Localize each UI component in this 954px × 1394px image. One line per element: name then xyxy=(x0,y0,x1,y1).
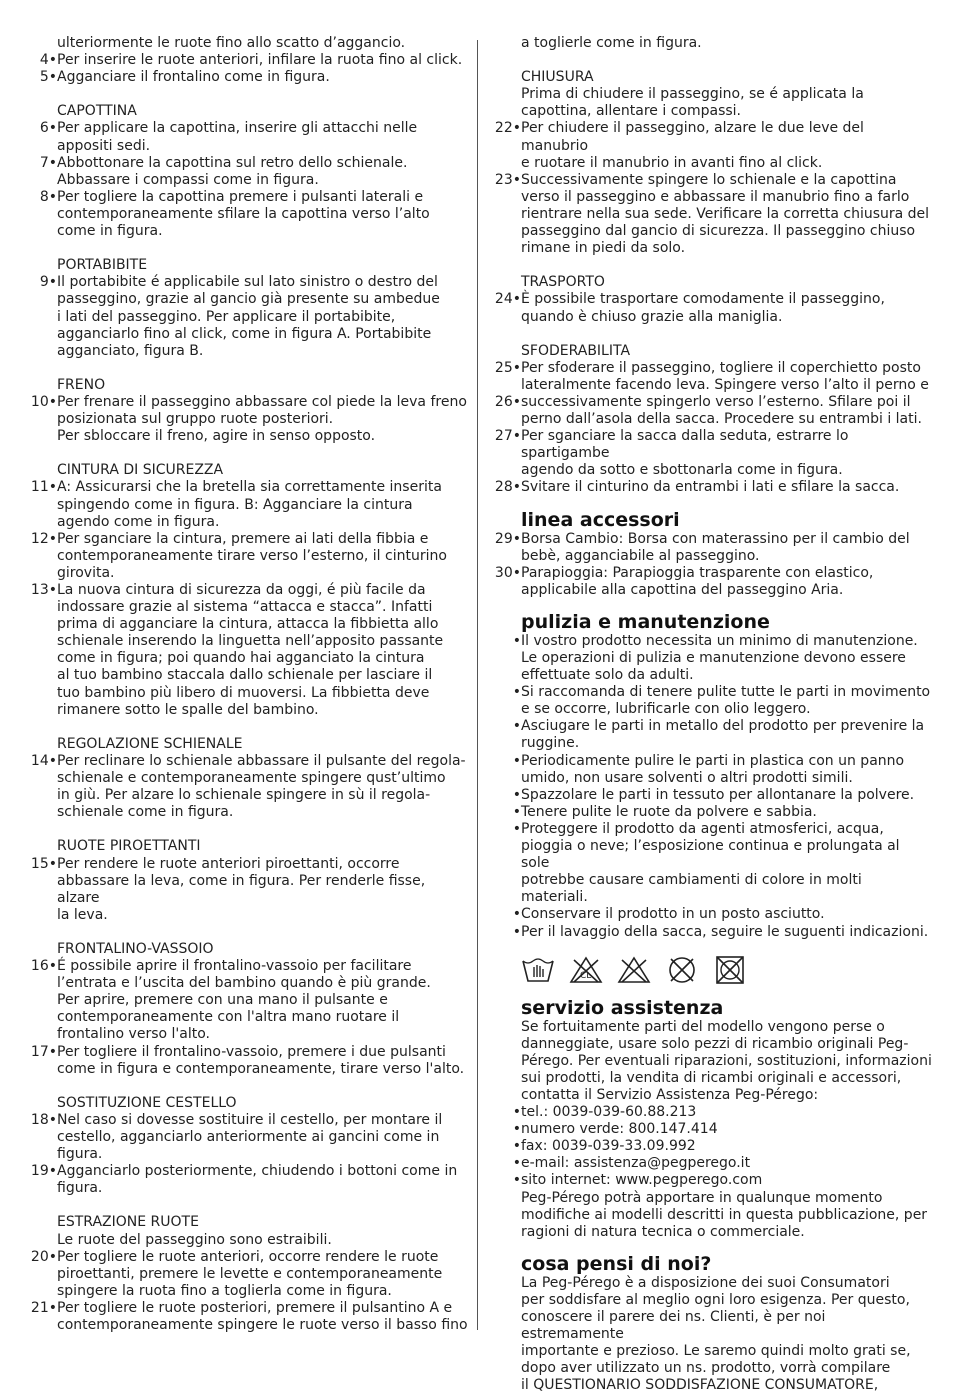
text-line xyxy=(28,1214,468,1248)
no-dry-clean-icon xyxy=(665,955,699,985)
list-item xyxy=(492,172,932,257)
item-number: 4• xyxy=(39,52,57,69)
text-line xyxy=(492,35,932,52)
item-number xyxy=(28,736,57,753)
accessori-list xyxy=(492,531,932,599)
assistenza-heading: servizio assistenza xyxy=(521,996,724,1019)
item-number: 12• xyxy=(30,530,57,547)
list-item xyxy=(492,120,932,171)
paragraph-gap xyxy=(492,257,932,274)
item-number: 19• xyxy=(30,1163,57,1180)
list-item xyxy=(28,479,468,530)
item-number: 24• xyxy=(494,291,521,308)
list-item xyxy=(492,291,932,325)
list-item xyxy=(28,958,468,1043)
item-text: Si raccomanda di tenere pulite tutte le parti in movimento e se occorre, lubrificarle con olio leggero. xyxy=(521,684,931,718)
item-number: 13• xyxy=(30,582,57,598)
item-text: Agganciare il frontalino come in figura. xyxy=(57,69,330,86)
item-text: fax: 0039-039-33.09.992 xyxy=(521,1138,696,1155)
item-text: Proteggere il prodotto da agenti atmosferici, acqua, pioggia o neve; l’esposizione continua e prolungata al sole potrebbe causare cambiamenti di colore in molti materiali. xyxy=(521,820,900,906)
pulizia-heading: pulizia e manutenzione xyxy=(521,610,770,633)
item-number: • xyxy=(512,684,521,701)
no-ironing-icon xyxy=(617,955,651,985)
item-number: • xyxy=(512,923,521,940)
list-item xyxy=(492,787,932,804)
text-line xyxy=(28,462,468,479)
item-text: REGOLAZIONE SCHIENALE xyxy=(57,735,243,752)
list-item xyxy=(492,633,932,684)
no-tumble-dry-icon xyxy=(713,955,747,985)
item-number: 27• xyxy=(494,428,521,445)
right-column xyxy=(492,35,932,1394)
list-item xyxy=(492,821,932,906)
paragraph-gap xyxy=(28,924,468,941)
item-number: 28• xyxy=(494,479,521,496)
item-number xyxy=(492,69,521,120)
list-item xyxy=(492,924,932,941)
item-text: CINTURA DI SICUREZZA xyxy=(57,462,224,479)
list-item xyxy=(492,360,932,394)
assistenza-intro-text: Se fortuitamente parti del modello vengono perse o danneggiate, usare solo pezzi di ricambio originali Peg- Pérego. Per eventuali riparazioni, sostituzioni, informazioni sui prodotti, la vendita di ricambi originali e accessori, contatta il Servizio Assistenza Peg-Pérego: xyxy=(521,1018,932,1103)
item-number: 11• xyxy=(30,479,57,496)
list-item xyxy=(492,1121,932,1138)
cosa-pensi-paragraph xyxy=(492,1275,932,1394)
item-text: Borsa Cambio: Borsa con materassino per il cambio del bebè, agganciabile al passeggino. xyxy=(521,530,910,564)
item-text: Per inserire le ruote anteriori, infilare la ruota fino al click. xyxy=(57,52,463,69)
item-number: 23• xyxy=(494,171,521,188)
cosa-pensi-heading: cosa pensi di noi? xyxy=(521,1252,712,1275)
text-line xyxy=(28,1095,468,1112)
item-text: successivamente spingerlo verso l’esterno. Sfilare poi il perno dall’asola della sacca. Procedere su entrambi i lati. xyxy=(521,393,922,428)
item-number: • xyxy=(512,1121,521,1138)
item-text: Parapioggia: Parapioggia trasparente con elastico, applicabile alla capottina del passeggino Aria. xyxy=(521,564,874,598)
list-item xyxy=(28,394,468,445)
item-text: Per applicare la capottina, inserire gli attacchi nelle appositi sedi. xyxy=(57,120,418,154)
item-number: • xyxy=(512,718,521,735)
item-text: Abbottonare la capottina sul retro dello schienale. Abbassare i compassi come in figura. xyxy=(57,154,408,188)
item-text: È possibile trasportare comodamente il passeggino, quando è chiuso grazie alla maniglia. xyxy=(521,291,885,325)
item-text: Conservare il prodotto in un posto asciutto. xyxy=(521,906,825,923)
item-text: CAPOTTINA xyxy=(57,103,137,120)
item-text: Il vostro prodotto necessita un minimo di manutenzione. Le operazioni di pulizia e manutenzione devono essere effettuate solo da adulti. xyxy=(521,632,918,684)
paragraph-gap xyxy=(28,86,468,103)
list-item xyxy=(492,394,932,428)
item-text: Agganciarlo posteriormente, chiudendo i bottoni come in figura. xyxy=(57,1163,458,1197)
paragraph-gap xyxy=(28,821,468,838)
list-item xyxy=(28,753,468,821)
item-number: 6• xyxy=(39,120,57,137)
item-text: FRONTALINO-VASSOIO xyxy=(57,940,214,957)
column-divider xyxy=(477,40,478,1330)
item-number xyxy=(28,838,57,855)
item-number: 14• xyxy=(30,752,57,769)
item-number: • xyxy=(512,632,521,649)
item-number: 26• xyxy=(494,393,521,410)
item-number: 20• xyxy=(30,1248,57,1265)
paragraph-gap xyxy=(492,326,932,343)
hand-wash-icon xyxy=(521,955,555,985)
item-number xyxy=(492,35,521,52)
item-number: • xyxy=(512,1155,521,1172)
item-text: ESTRAZIONE RUOTE Le ruote del passeggino sono estraibili. xyxy=(57,1214,332,1248)
list-item xyxy=(28,582,468,719)
item-text: Periodicamente pulire le parti in plastica con un panno umido, non usare solventi o altri prodotti simili. xyxy=(521,752,905,786)
item-number: • xyxy=(512,1172,521,1189)
item-number: • xyxy=(512,752,521,769)
list-item xyxy=(28,1044,468,1078)
list-item xyxy=(492,684,932,718)
list-item xyxy=(28,274,468,359)
item-text: Per chiudere il passeggino, alzare le due leve del manubrio e ruotare il manubrio in avanti fino al click. xyxy=(521,120,864,171)
item-number xyxy=(28,35,57,52)
item-text: numero verde: 800.147.414 xyxy=(521,1121,718,1138)
item-number: 8• xyxy=(39,188,57,205)
item-text: Tenere pulite le ruote da polvere e sabbia. xyxy=(521,803,817,820)
item-text: É possibile aprire il frontalino-vassoio per facilitare l’entrata e l’uscita del bambino quando è più grande. Per aprire, premere con una mano il pulsante e contemporaneamente con l'altra mano ruotare il frontalino verso l'alto. xyxy=(57,958,431,1043)
item-number: 9• xyxy=(39,274,57,291)
list-item xyxy=(492,906,932,923)
item-number: 15• xyxy=(30,855,57,872)
item-text: tel.: 0039-039-60.88.213 xyxy=(521,1104,697,1121)
list-item xyxy=(492,1172,932,1240)
item-number: 21• xyxy=(30,1299,57,1316)
list-item xyxy=(28,120,468,154)
list-item xyxy=(492,753,932,787)
item-number xyxy=(28,1095,57,1112)
item-text: Per sganciare la cintura, premere ai lati della fibbia e contemporaneamente tirare verso l’esterno, il cinturino girovita. xyxy=(57,530,447,581)
list-item xyxy=(28,856,468,924)
item-number: • xyxy=(512,1104,521,1121)
item-number: • xyxy=(512,803,521,820)
item-text: SOSTITUZIONE CESTELLO xyxy=(57,1094,237,1111)
list-item xyxy=(492,428,932,479)
item-text: Per togliere le ruote posteriori, premere il pulsantino A e contemporaneamente spingere le ruote verso il basso fino xyxy=(57,1299,468,1334)
paragraph-gap xyxy=(492,52,932,69)
item-text: RUOTE PIROETTANTI xyxy=(57,838,201,855)
text-line xyxy=(28,35,468,52)
list-item xyxy=(492,1155,932,1172)
item-number xyxy=(492,343,521,360)
list-item xyxy=(492,1104,932,1121)
list-item xyxy=(492,718,932,752)
item-number xyxy=(28,462,57,479)
assistenza-list xyxy=(492,1104,932,1241)
text-line xyxy=(492,274,932,291)
list-item xyxy=(492,565,932,599)
cosa-pensi-text: La Peg-Pérego è a disposizione dei suoi Consumatori per soddisfare al meglio ogni loro esigenza. Per questo, conoscere il parere dei ns. Clienti, è per noi estremamente importante e prezioso. Le saremo quindi molto grati se, dopo aver utilizzato un ns. prodotto, vorrà compilare il QUESTIONARIO SODDISFAZIONE CONSUMATORE, xyxy=(521,1274,911,1394)
paragraph-gap xyxy=(28,360,468,377)
item-text: Asciugare le parti in metallo del prodotto per prevenire la ruggine. xyxy=(521,718,925,752)
item-text: PORTABIBITE xyxy=(57,257,148,274)
list-item xyxy=(28,531,468,582)
item-number: 5• xyxy=(39,69,57,86)
item-number: • xyxy=(512,906,521,923)
text-line xyxy=(28,257,468,274)
item-number: 29• xyxy=(494,530,521,547)
item-number: • xyxy=(512,786,521,803)
accessori-heading: linea accessori xyxy=(521,508,680,531)
item-text: a toglierle come in figura. xyxy=(521,35,702,51)
item-text: Spazzolare le parti in tessuto per allontanare la polvere. xyxy=(521,786,915,803)
item-text: CHIUSURA Prima di chiudere il passeggino, se é applicata la capottina, allentare i compassi. xyxy=(521,69,864,120)
text-line xyxy=(492,343,932,360)
list-item xyxy=(28,52,468,69)
item-number xyxy=(28,257,57,274)
item-text: Per togliere le ruote anteriori, occorre rendere le ruote piroettanti, premere le levette e contemporaneamente spingere la ruota fino a toglierla come in figura. xyxy=(57,1248,443,1299)
list-item xyxy=(28,155,468,189)
list-item xyxy=(492,479,932,496)
text-line xyxy=(28,838,468,855)
text-line xyxy=(28,103,468,120)
list-item xyxy=(28,1112,468,1163)
list-item xyxy=(492,1138,932,1155)
item-text: Nel caso si dovesse sostituire il cestello, per montare il cestello, agganciarlo anteriormente ai gancini come in figura. xyxy=(57,1111,443,1163)
item-number: 16• xyxy=(30,958,57,975)
list-item xyxy=(28,1249,468,1300)
item-number: 18• xyxy=(30,1111,57,1128)
no-chlorine-bleach-icon xyxy=(569,955,603,985)
paragraph-gap xyxy=(28,719,468,736)
item-number: 25• xyxy=(494,359,521,376)
text-line xyxy=(28,377,468,394)
item-text: Svitare il cinturino da entrambi i lati e sfilare la sacca. xyxy=(521,479,900,496)
item-text: FRENO xyxy=(57,376,106,393)
svg-text:CL: CL xyxy=(580,970,592,981)
item-text: Per reclinare lo schienale abbassare il pulsante del regola- schienale e contemporaneamente spingere qust’ultimo in giù. Per alzare lo schienale spingere in sù il regola- schienale come in figura. xyxy=(57,752,466,821)
text-line xyxy=(492,69,932,120)
item-number: 30• xyxy=(494,564,521,581)
item-text: Per togliere il frontalino-vassoio, premere i due pulsanti come in figura e contemporaneamente, tirare verso l'alto. xyxy=(57,1043,465,1077)
item-text: Per togliere la capottina premere i pulsanti laterali e contemporaneamente sfilare la capottina verso l’alto come in figura. xyxy=(57,188,430,240)
item-text: SFODERABILITA xyxy=(521,342,631,359)
item-text: Il portabibite é applicabile sul lato sinistro o destro del passeggino, grazie al gancio già presente su ambedue i lati del passeggino. Per applicare il portabibite, agganciarlo fino al click, come in figura A. Portabibite agganciato, figura B. xyxy=(57,274,440,359)
item-number: 7• xyxy=(39,154,57,171)
item-number: • xyxy=(512,1138,521,1155)
paragraph-gap xyxy=(28,1078,468,1095)
item-number xyxy=(28,103,57,120)
item-number xyxy=(492,274,521,291)
item-number xyxy=(28,941,57,958)
text-line xyxy=(28,941,468,958)
item-text: Successivamente spingere lo schienale e la capottina verso il passeggino e abbassare il manubrio fino a farlo rientrare nella sua sede. Verificare la corretta chiusura del passeggino dal gancio di sicurezza. Il passeggino chiuso rimane in piedi da solo. xyxy=(521,171,930,257)
paragraph-gap xyxy=(28,445,468,462)
pulizia-list xyxy=(492,633,932,941)
item-text: Per sfoderare il passeggino, togliere il coperchietto posto lateralmente facendo leva. Spingere verso l’alto il perno e xyxy=(521,359,929,393)
item-text: Per il lavaggio della sacca, seguire le suguenti indicazioni. xyxy=(521,923,929,940)
item-text: sito internet: www.pegperego.com Peg-Pérego potrà apportare in qualunque momento modifiche ai modelli descritti in questa pubblicazione, per ragioni di natura tecnica o commerciale. xyxy=(521,1172,928,1240)
item-number xyxy=(28,1214,57,1248)
list-item xyxy=(492,531,932,565)
item-number: 22• xyxy=(494,120,521,137)
item-text: La nuova cintura di sicurezza da oggi, é più facile da indossare grazie al sistema “attacca e stacca”. Infatti prima di agganciare la cintura, attacca la fibbietta allo schienale inserendo la linguetta nell’apposito passante come in figura; poi quando hai agganciato la cintura al tuo bambino staccala dallo schienale per lasciare il tuo bambino più libero di muoversi. La fibbietta deve rimanere sotto le spalle del bambino. xyxy=(57,582,444,718)
list-item xyxy=(28,189,468,240)
assistenza-intro xyxy=(492,1019,932,1104)
item-text: e-mail: assistenza@pegperego.it xyxy=(521,1155,751,1172)
right-instructions xyxy=(492,35,932,497)
item-text: Per rendere le ruote anteriori piroettanti, occorre abbassare la leva, come in figura. Per renderle fisse, alzare la leva. xyxy=(57,855,426,923)
item-text: Per frenare il passeggino abbassare col piede la leva freno posizionata sul gruppo ruote posteriori. Per sbloccare il freno, agire in senso opposto. xyxy=(57,393,467,445)
item-text: ulteriormente le ruote fino allo scatto d’aggancio. xyxy=(57,35,406,51)
care-icons xyxy=(492,955,932,985)
item-number: 17• xyxy=(30,1043,57,1060)
item-text: A: Assicurarsi che la bretella sia correttamente inserita spingendo come in figura. B: Agganciare la cintura agendo come in figura. xyxy=(57,479,442,530)
list-item xyxy=(28,1300,468,1334)
list-item xyxy=(492,804,932,821)
list-item xyxy=(28,1163,468,1197)
item-number: • xyxy=(512,820,521,837)
left-column xyxy=(28,35,468,1334)
paragraph-gap xyxy=(28,240,468,257)
item-text: Per sganciare la sacca dalla seduta, estrarre lo spartigambe agendo da sotto e sbottonarla come in figura. xyxy=(521,428,849,479)
item-number xyxy=(28,377,57,394)
list-item xyxy=(28,69,468,86)
item-text: TRASPORTO xyxy=(521,274,605,291)
text-line xyxy=(28,736,468,753)
paragraph-gap xyxy=(28,1197,468,1214)
item-number: 10• xyxy=(30,393,57,410)
